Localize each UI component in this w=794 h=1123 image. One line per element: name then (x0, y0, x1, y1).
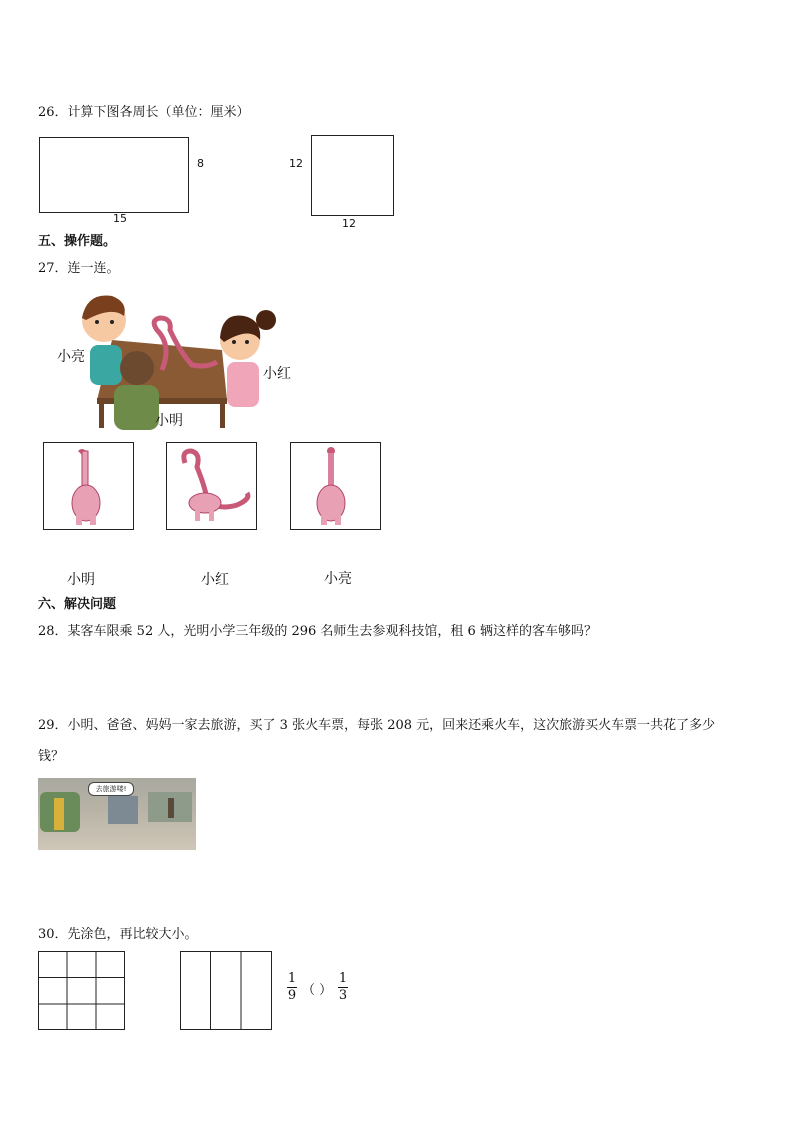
dinosaur-front-icon (44, 443, 133, 529)
answer-label-3: 小亮 (324, 571, 352, 587)
q26-title: 26．计算下图各周长（单位：厘米） (38, 105, 250, 120)
dinosaur-side-icon (167, 443, 256, 529)
square-bottom-label: 12 (342, 217, 356, 230)
scene-label-xiaoliang: 小亮 (57, 349, 85, 365)
rect-height-label: 8 (197, 157, 204, 170)
answer-label-1: 小明 (67, 572, 95, 588)
rect-width-label: 15 (113, 212, 127, 225)
q28-text: 28．某客车限乘 52 人，光明小学三年级的 296 名师生去参观科技馆，租 6 辆这样的客车够吗？ (38, 624, 597, 639)
fraction-one-ninth (287, 972, 297, 1003)
q30-title: 30．先涂色，再比较大小。 (38, 927, 198, 942)
q27-title: 27．连一连。 (38, 261, 120, 276)
rectangle-figure (39, 137, 189, 213)
dinosaur-front-view (43, 442, 134, 530)
q29-text-line2: 钱？ (38, 749, 65, 764)
frac-left-denominator: 9 (287, 988, 297, 1003)
grid-nine-parts[interactable] (38, 951, 126, 1031)
answer-label-2: 小红 (201, 572, 229, 588)
compare-blank[interactable]: （ ） (302, 983, 333, 998)
train-station-photo (38, 778, 196, 850)
q29-text-line1: 29．小明、爸爸、妈妈一家去旅游，买了 3 张火车票，每张 208 元，回来还乘火车，这次旅游买火车票一共花了多少 (38, 718, 716, 733)
children-table-illustration (52, 290, 292, 430)
dinosaur-back-view (290, 442, 381, 530)
dinosaur-back-icon (291, 443, 380, 529)
square-side-label: 12 (289, 157, 303, 170)
frac-left-numerator: 1 (287, 971, 297, 986)
photo-sign: 去旅游喽! (88, 782, 134, 796)
scene-label-xiaoming: 小明 (155, 413, 183, 429)
dinosaur-side-view (166, 442, 257, 530)
frac-right-numerator: 1 (338, 971, 348, 986)
square-figure (311, 135, 394, 216)
bar-three-parts[interactable] (180, 951, 273, 1031)
fraction-one-third (338, 972, 348, 1003)
frac-right-denominator: 3 (338, 988, 348, 1003)
section-five-heading: 五、操作题。 (38, 234, 117, 249)
scene-label-xiaohong: 小红 (263, 366, 291, 382)
section-six-heading: 六、解决问题 (38, 597, 117, 612)
